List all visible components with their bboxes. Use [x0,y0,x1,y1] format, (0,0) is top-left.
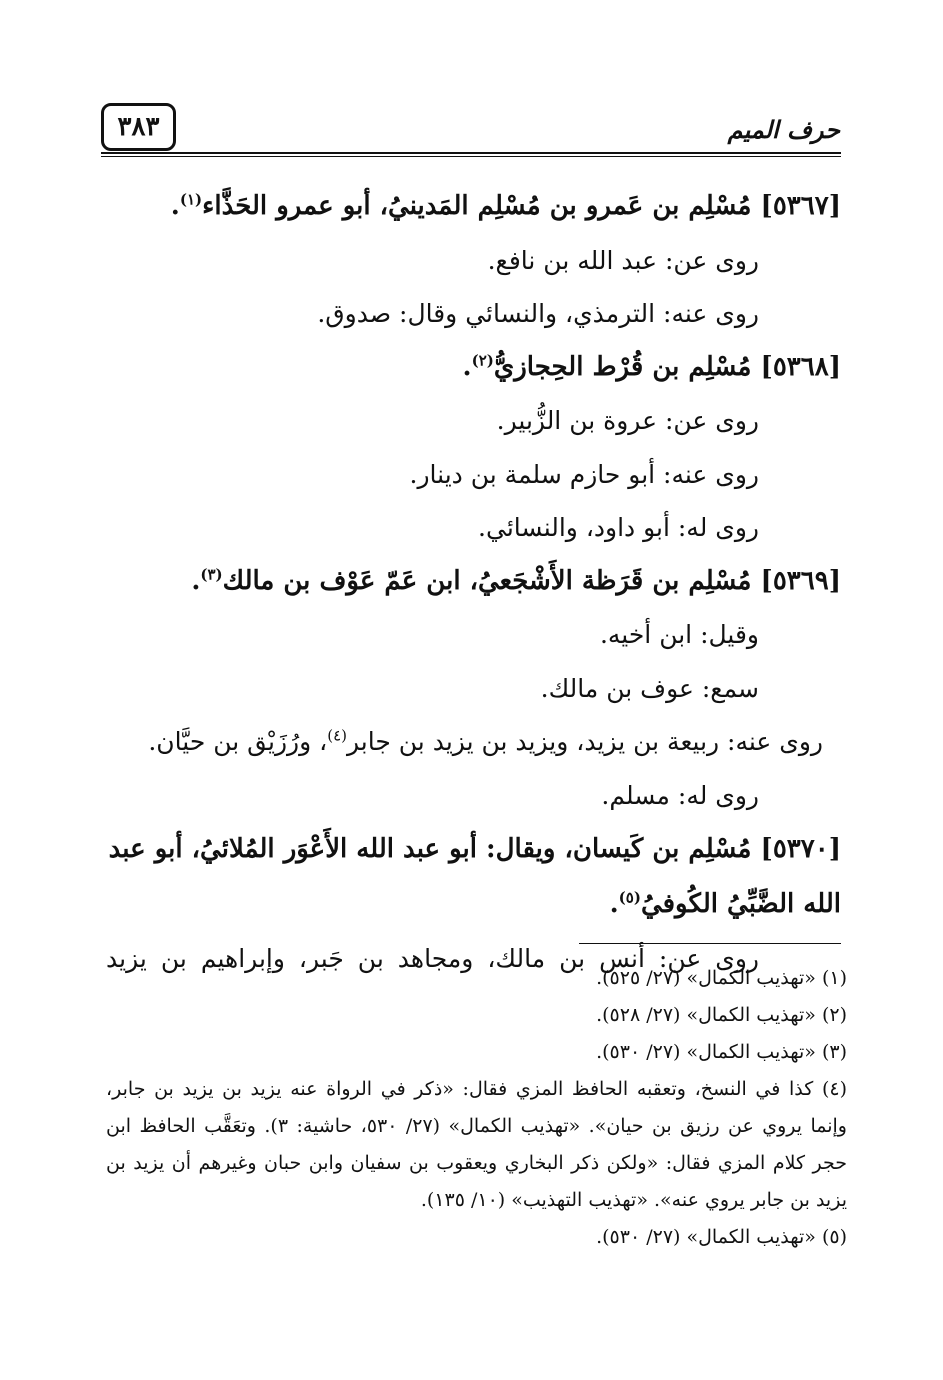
footnote-ref: (٤) [327,726,347,745]
footnote [106,1071,847,1219]
entry-heading-5367: [٥٣٦٧] مُسْلِم بن عَمرو بن مُسْلِم المَدينيُ، أبو عمرو الحَذَّاء$^{(١)}$. [170,190,841,221]
entry-line: روى عن: عروة بن الزُّبير. [496,406,759,435]
footnote-text: «تهذيب الكمال» (٢٧/ ٥٣٠). [596,1226,816,1248]
entry-line: روى له: مسلم. [601,780,759,810]
page-number: ٣٨٣ [117,112,160,142]
entry-name: مُسْلِم بن قَرَظة الأَشْجَعيُ، ابن عَمّ عَوْف بن مالك [222,565,752,596]
entry-heading-5369: [٥٣٦٩] مُسْلِم بن قَرَظة الأَشْجَعيُ، ابن عَمّ عَوْف بن مالك$^{(٣)}$. [191,564,841,596]
footnote-number: (٢) [821,1004,847,1026]
header-rule [101,152,841,154]
running-head: حرف الميم [727,115,840,144]
entry-line: روى له: أبو داود، والنسائي. [478,513,759,542]
entry-name: مُسْلِم بن عَمرو بن مُسْلِم المَدينيُ، أبو عمرو الحَذَّاء [202,191,752,221]
entry-number: [٥٣٦٨] [760,351,841,382]
footnote-ref: (١) [179,190,203,209]
entry-heading-5368: [٥٣٦٨] مُسْلِم بن قُرْط الحِجازيُّ$^{(٢)}$. [462,350,841,382]
footnote-number: (١) [821,967,847,989]
footnote [106,960,847,997]
footnote-ref: (٢) [471,350,494,369]
main-text [106,180,841,986]
entry-line: روى عنه: أبو حازم سلمة بن دينار. [409,459,759,489]
entry-line: سمع: عوف بن مالك. [540,673,759,703]
entry-line: روى عنه: الترمذي، والنسائي وقال: صدوق. [317,299,759,328]
entry-line: روى عن: أنس بن مالك، ومجاهد بن جَبر، وإبراهيم بن يزيد [106,944,759,973]
footnote-text: «تهذيب الكمال» (٢٧/ ٥٢٨). [596,1004,816,1026]
footnote-text: كذا في النسخ، وتعقبه الحافظ المزي فقال: «ذكر في الرواة عنه يزيد بن يزيد بن جابر، وإنما يروي عن رزيق بن حيان». «تهذيب الكمال» (٢٧/ ٥٣٠، حاشية: ٣). وتعَقَّب الحافظ ابن حجر كلام المزي فقال: «ولكن ذكر البخاري ويعقوب بن سفيان وابن حبان وغيرهم أن يزيد بن يزيد بن جابر يروي عنه». «تهذيب التهذيب» (١٠/ ١٣٥). [106,1078,847,1211]
footnote-number: (٤) [821,1078,847,1100]
footnote [106,1219,847,1256]
entry-number: [٥٣٧٠] [760,834,841,864]
footnote-rule [579,943,841,944]
footnotes [106,960,847,1256]
entry-name: مُسْلِم بن قُرْط الحِجازيُّ [493,351,752,382]
footnote-number: (٣) [821,1041,847,1063]
page-number-box [101,103,176,151]
footnote-number: (٥) [821,1226,847,1248]
footnote-ref: (٥) [618,888,641,907]
narrators-text-cont: ، ورُزَيْق بن حيَّان. [148,727,328,756]
entry-line: روى عن: عبد الله بن نافع. [487,245,759,275]
header-rule-thin [101,156,841,157]
entry-line: وقيل: ابن أخيه. [599,620,759,649]
entry-line-narrators [106,715,841,769]
footnote-text: «تهذيب الكمال» (٢٧/ ٥٣٠). [596,1041,816,1063]
footnote [106,997,847,1034]
entry-name: مُسْلِم بن كَيسان، ويقال: أبو عبد الله الأَعْوَر المُلائيُ، أبو عبد الله الضَّبِّيُ الكُوفيُ [108,834,841,919]
entry-heading-5370: [٥٣٧٠] مُسْلِم بن كَيسان، ويقال: أبو عبد الله الأَعْوَر المُلائيُ، أبو عبد الله الضَّبِّيُ الكُوفيُ$^{(٥)}$. [108,834,841,919]
entry-number: [٥٣٦٧] [760,191,841,221]
footnote-ref: (٣) [200,564,223,583]
narrators-text: روى عنه: ربيعة بن يزيد، ويزيد بن يزيد بن جابر [347,727,823,756]
entry-number: [٥٣٦٩] [760,565,841,596]
footnote [106,1034,847,1071]
footnote-text: «تهذيب الكمال» (٢٧/ ٥٢٥). [596,967,816,989]
